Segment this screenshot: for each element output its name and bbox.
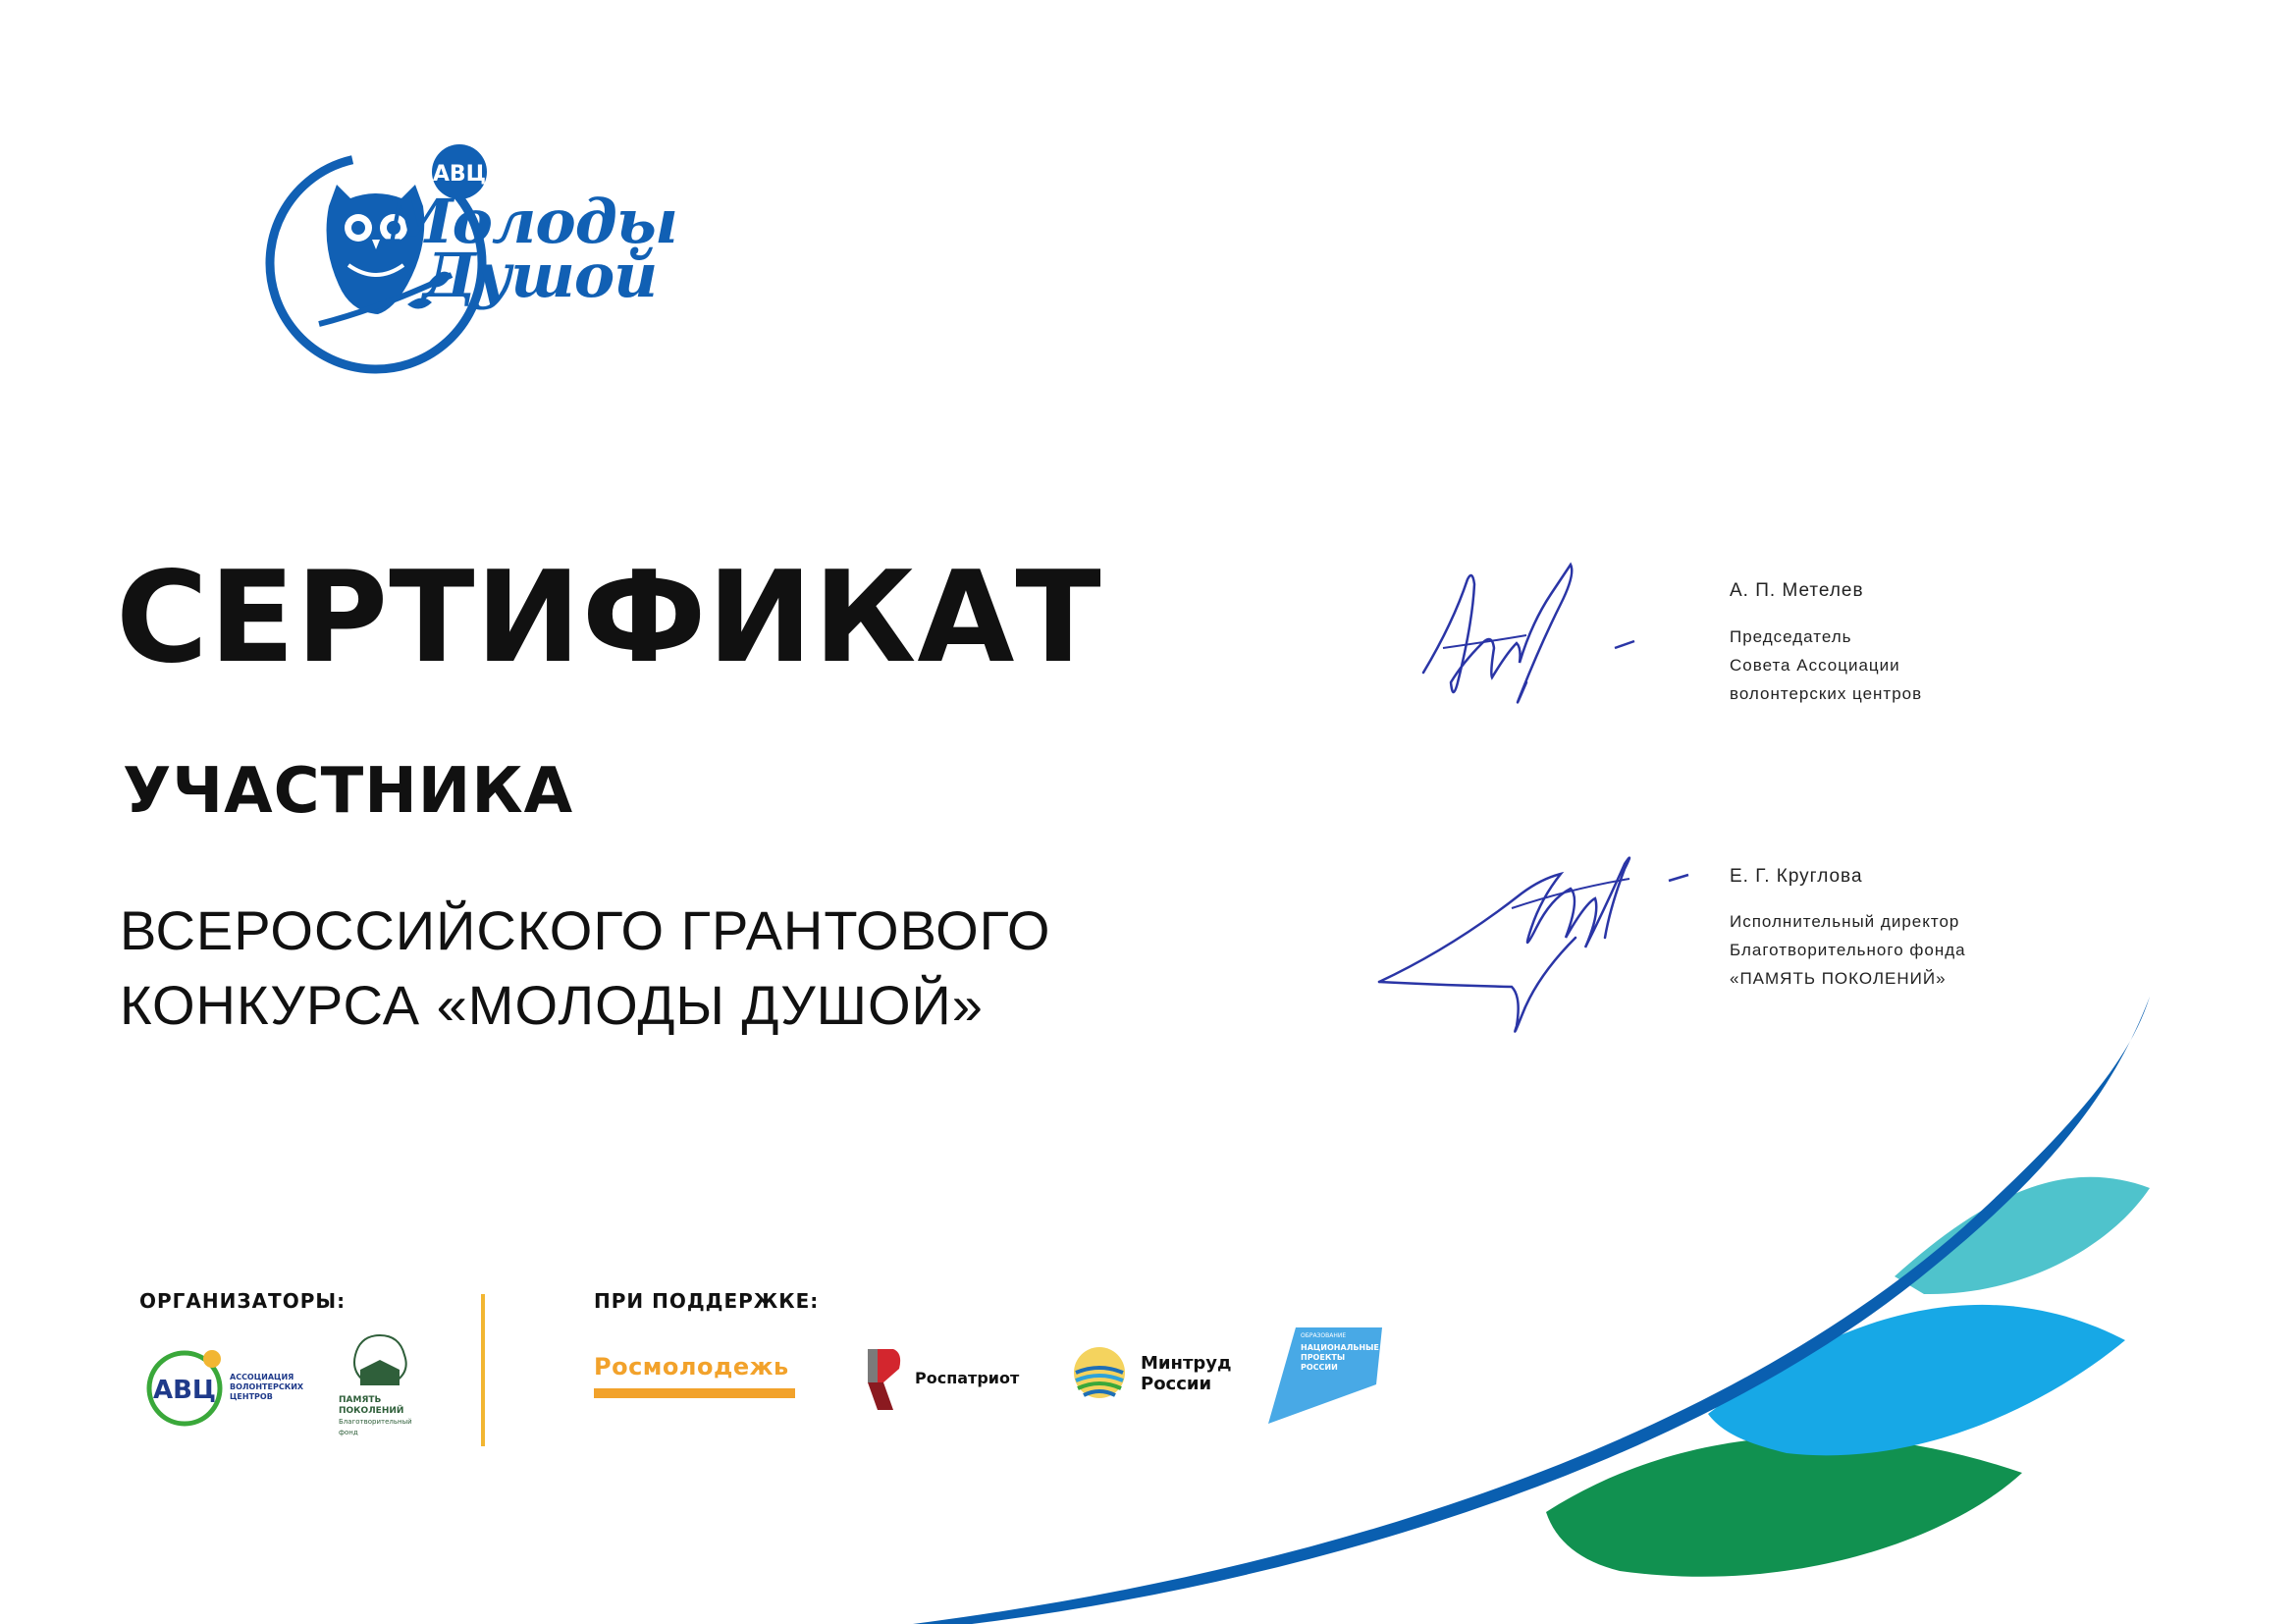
rosmolodezh-text: Росмолодежь: [594, 1353, 789, 1380]
pamyat-pokoleniy-logo: [339, 1330, 422, 1453]
signatory2-role: [1730, 907, 1966, 993]
avc-logo-text: [230, 1373, 303, 1402]
certificate-title: СЕРТИФИКАТ: [116, 545, 1102, 691]
mintrud-text: [1141, 1353, 1232, 1394]
signatory1-name: А. П. Метелев: [1730, 580, 1864, 601]
signature-kruglova: [1374, 820, 1708, 1056]
natproj-text-line: ОБРАЗОВАНИЕ: [1301, 1332, 1347, 1339]
pamyat-text-line: фонд: [339, 1429, 358, 1436]
leaf-teal: [1895, 1177, 2150, 1294]
rosmolodezh-bar: [594, 1388, 795, 1398]
signatory2-name: Е. Г. Круглова: [1730, 866, 1863, 887]
natproj-icon: [1266, 1326, 1384, 1429]
description-line1: ВСЕРОССИЙСКОГО ГРАНТОВОГО: [120, 899, 1051, 961]
signatory1-role-line: волонтерских центров: [1730, 684, 1923, 703]
rospatriot-text: Роспатриот: [915, 1369, 1020, 1387]
natproj-text-line: РОССИИ: [1301, 1363, 1338, 1372]
signatory1-role: [1730, 623, 1922, 708]
avc-text-line: ЦЕНТРОВ: [230, 1392, 273, 1401]
certificate-subtitle: УЧАСТНИКА: [123, 755, 574, 828]
pamyat-text-line: ПАМЯТЬ: [339, 1395, 382, 1405]
organizers-label: ОРГАНИЗАТОРЫ:: [139, 1289, 347, 1313]
national-projects-logo: [1266, 1326, 1384, 1429]
signature-metelev: [1414, 555, 1669, 751]
mintrud-text-line: Минтруд: [1141, 1353, 1232, 1374]
description-line2: КОНКУРСА «МОЛОДЫ ДУШОЙ»: [120, 974, 984, 1036]
avc-logo: [145, 1343, 312, 1432]
mintrud-text-line: России: [1141, 1374, 1212, 1394]
mintrud-logo: [1070, 1343, 1247, 1414]
avc-badge-icon: [145, 1343, 234, 1432]
signatory2-role-line: Благотворительного фонда: [1730, 941, 1966, 959]
pamyat-text-line: Благотворительный: [339, 1418, 412, 1426]
leaf-green: [1546, 1436, 2022, 1577]
natproj-text: [1301, 1343, 1379, 1373]
natproj-text-line: ПРОЕКТЫ: [1301, 1353, 1346, 1362]
rospatriot-logo: [864, 1343, 1031, 1422]
svg-text:АВЦ: АВЦ: [152, 1376, 217, 1405]
avc-text-line: АССОЦИАЦИЯ: [230, 1373, 294, 1381]
pamyat-text-line: ПОКОЛЕНИЙ: [339, 1406, 404, 1416]
rosmolodezh-logo: [594, 1353, 800, 1404]
natproj-text-line: НАЦИОНАЛЬНЫЕ: [1301, 1343, 1379, 1352]
signatory1-role-line: Председатель: [1730, 627, 1852, 646]
pamyat-tree-icon: [341, 1330, 419, 1391]
leaf-sky: [1708, 1305, 2125, 1455]
support-label: ПРИ ПОДДЕРЖКЕ:: [594, 1289, 820, 1313]
logo-text-line2: Душой: [422, 240, 658, 311]
signatory2-role-line: «ПАМЯТЬ ПОКОЛЕНИЙ»: [1730, 969, 1947, 988]
svg-text:АВЦ: АВЦ: [432, 162, 487, 187]
logo-text-line1: Молоды: [386, 186, 677, 257]
mintrud-icon: [1070, 1343, 1129, 1402]
footer-divider: [481, 1294, 485, 1446]
avc-text-line: ВОЛОНТЕРСКИХ: [230, 1382, 304, 1391]
signatory2-role-line: Исполнительный директор: [1730, 912, 1960, 931]
signatory1-role-line: Совета Ассоциации: [1730, 656, 1900, 675]
pamyat-text: [339, 1395, 412, 1438]
rospatriot-icon: [864, 1343, 907, 1414]
certificate-description: [120, 893, 1050, 1043]
